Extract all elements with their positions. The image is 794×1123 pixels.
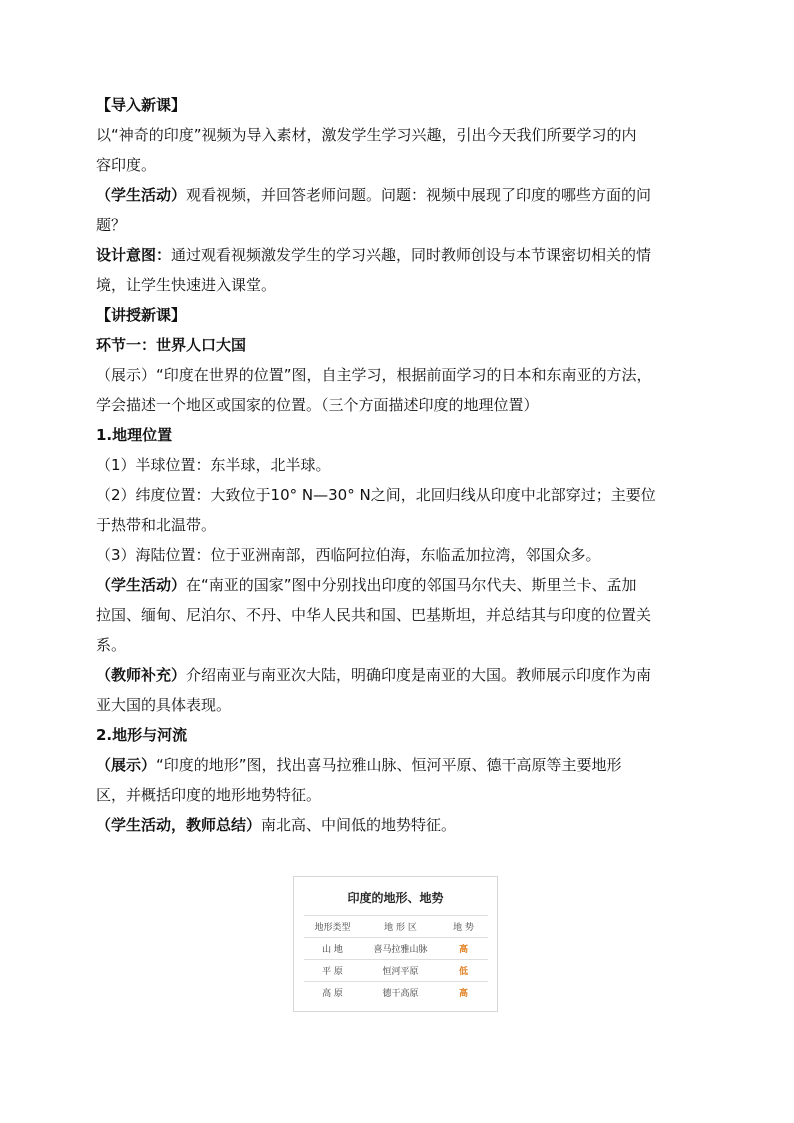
bold-lead: 【讲授新课】 bbox=[96, 306, 187, 324]
text-line bbox=[96, 120, 698, 150]
text-line bbox=[96, 690, 698, 720]
cell-region: 恒河平原 bbox=[362, 960, 440, 982]
text-line bbox=[96, 360, 698, 390]
line-text: （1）半球位置：东半球，北半球。 bbox=[96, 456, 331, 474]
header-terrain-region: 地 形 区 bbox=[362, 916, 440, 938]
text-line bbox=[96, 810, 698, 840]
text-line bbox=[96, 510, 698, 540]
text-line bbox=[96, 570, 698, 600]
bold-lead: （学生活动） bbox=[96, 186, 187, 204]
bold-lead: 【导入新课】 bbox=[96, 96, 187, 114]
line-text: 在“南亚的国家”图中分别找出印度的邻国马尔代夫、斯里兰卡、孟加 bbox=[186, 576, 637, 594]
line-text: 系。 bbox=[96, 636, 127, 654]
bold-lead: 环节一：世界人口大国 bbox=[96, 336, 247, 354]
terrain-table bbox=[304, 915, 488, 1003]
cell-type: 平 原 bbox=[304, 960, 362, 982]
line-text: 以“神奇的印度”视频为导入素材，激发学生学习兴趣，引出今天我们所要学习的内 bbox=[96, 126, 637, 144]
text-line bbox=[96, 240, 698, 270]
text-line bbox=[96, 600, 698, 630]
table-row bbox=[304, 960, 488, 982]
line-text: 通过观看视频激发学生的学习兴趣，同时教师创设与本节课密切相关的情 bbox=[171, 246, 652, 264]
header-terrain-type: 地形类型 bbox=[304, 916, 362, 938]
cell-elevation: 低 bbox=[440, 960, 488, 982]
terrain-figure bbox=[293, 876, 498, 1012]
text-line bbox=[96, 420, 698, 450]
table-row bbox=[304, 982, 488, 1004]
cell-type: 山 地 bbox=[304, 938, 362, 960]
line-text: 境，让学生快速进入课堂。 bbox=[96, 276, 277, 294]
line-text: 观看视频，并回答老师问题。问题：视频中展现了印度的哪些方面的问 bbox=[186, 186, 652, 204]
text-line bbox=[96, 450, 698, 480]
line-text: 拉国、缅甸、尼泊尔、不丹、中华人民共和国、巴基斯坦，并总结其与印度的位置关 bbox=[96, 606, 652, 624]
text-line bbox=[96, 540, 698, 570]
text-line bbox=[96, 150, 698, 180]
bold-lead: 设计意图： bbox=[96, 246, 172, 264]
text-line bbox=[96, 300, 698, 330]
line-text: 亚大国的具体表现。 bbox=[96, 696, 232, 714]
line-text: （2）纬度位置：大致位于10° N—30° N之间，北回归线从印度中北部穿过；主要位 bbox=[96, 486, 656, 504]
line-text: 题？ bbox=[96, 216, 127, 234]
table-row bbox=[304, 938, 488, 960]
line-text: 区，并概括印度的地形地势特征。 bbox=[96, 786, 322, 804]
cell-region: 喜马拉雅山脉 bbox=[362, 938, 440, 960]
bold-lead: 2.地形与河流 bbox=[96, 726, 188, 744]
table-header-row bbox=[304, 916, 488, 938]
text-line bbox=[96, 330, 698, 360]
line-text: 介绍南亚与南亚次大陆，明确印度是南亚的大国。教师展示印度作为南 bbox=[186, 666, 652, 684]
text-line bbox=[96, 750, 698, 780]
terrain-table-card bbox=[293, 876, 498, 1012]
text-line bbox=[96, 180, 698, 210]
header-elevation: 地 势 bbox=[440, 916, 488, 938]
text-line bbox=[96, 780, 698, 810]
text-line bbox=[96, 270, 698, 300]
cell-elevation: 高 bbox=[440, 982, 488, 1004]
line-text: 于热带和北温带。 bbox=[96, 516, 217, 534]
text-line bbox=[96, 480, 698, 510]
figure-title: 印度的地形、地势 bbox=[347, 891, 444, 905]
line-text: 南北高、中间低的地势特征。 bbox=[261, 816, 457, 834]
line-text: （展示）“印度在世界的位置”图，自主学习，根据前面学习的日本和东南亚的方法， bbox=[96, 366, 652, 384]
text-line bbox=[96, 210, 698, 240]
bold-lead: （教师补充） bbox=[96, 666, 187, 684]
cell-region: 德干高原 bbox=[362, 982, 440, 1004]
text-line bbox=[96, 390, 698, 420]
text-line bbox=[96, 720, 698, 750]
line-text: 学会描述一个地区或国家的位置。（三个方面描述印度的地理位置） bbox=[96, 396, 539, 414]
document-body bbox=[96, 90, 698, 840]
bold-lead: （展示） bbox=[96, 756, 157, 774]
line-text: “印度的地形”图，找出喜马拉雅山脉、恒河平原、德干高原等主要地形 bbox=[156, 756, 622, 774]
bold-lead: （学生活动，教师总结） bbox=[96, 816, 262, 834]
cell-type: 高 原 bbox=[304, 982, 362, 1004]
text-line bbox=[96, 90, 698, 120]
line-text: （3）海陆位置：位于亚洲南部，西临阿拉伯海，东临孟加拉湾，邻国众多。 bbox=[96, 546, 601, 564]
bold-lead: （学生活动） bbox=[96, 576, 187, 594]
text-line bbox=[96, 630, 698, 660]
line-text: 容印度。 bbox=[96, 156, 157, 174]
bold-lead: 1.地理位置 bbox=[96, 426, 173, 444]
cell-elevation: 高 bbox=[440, 938, 488, 960]
text-line bbox=[96, 660, 698, 690]
